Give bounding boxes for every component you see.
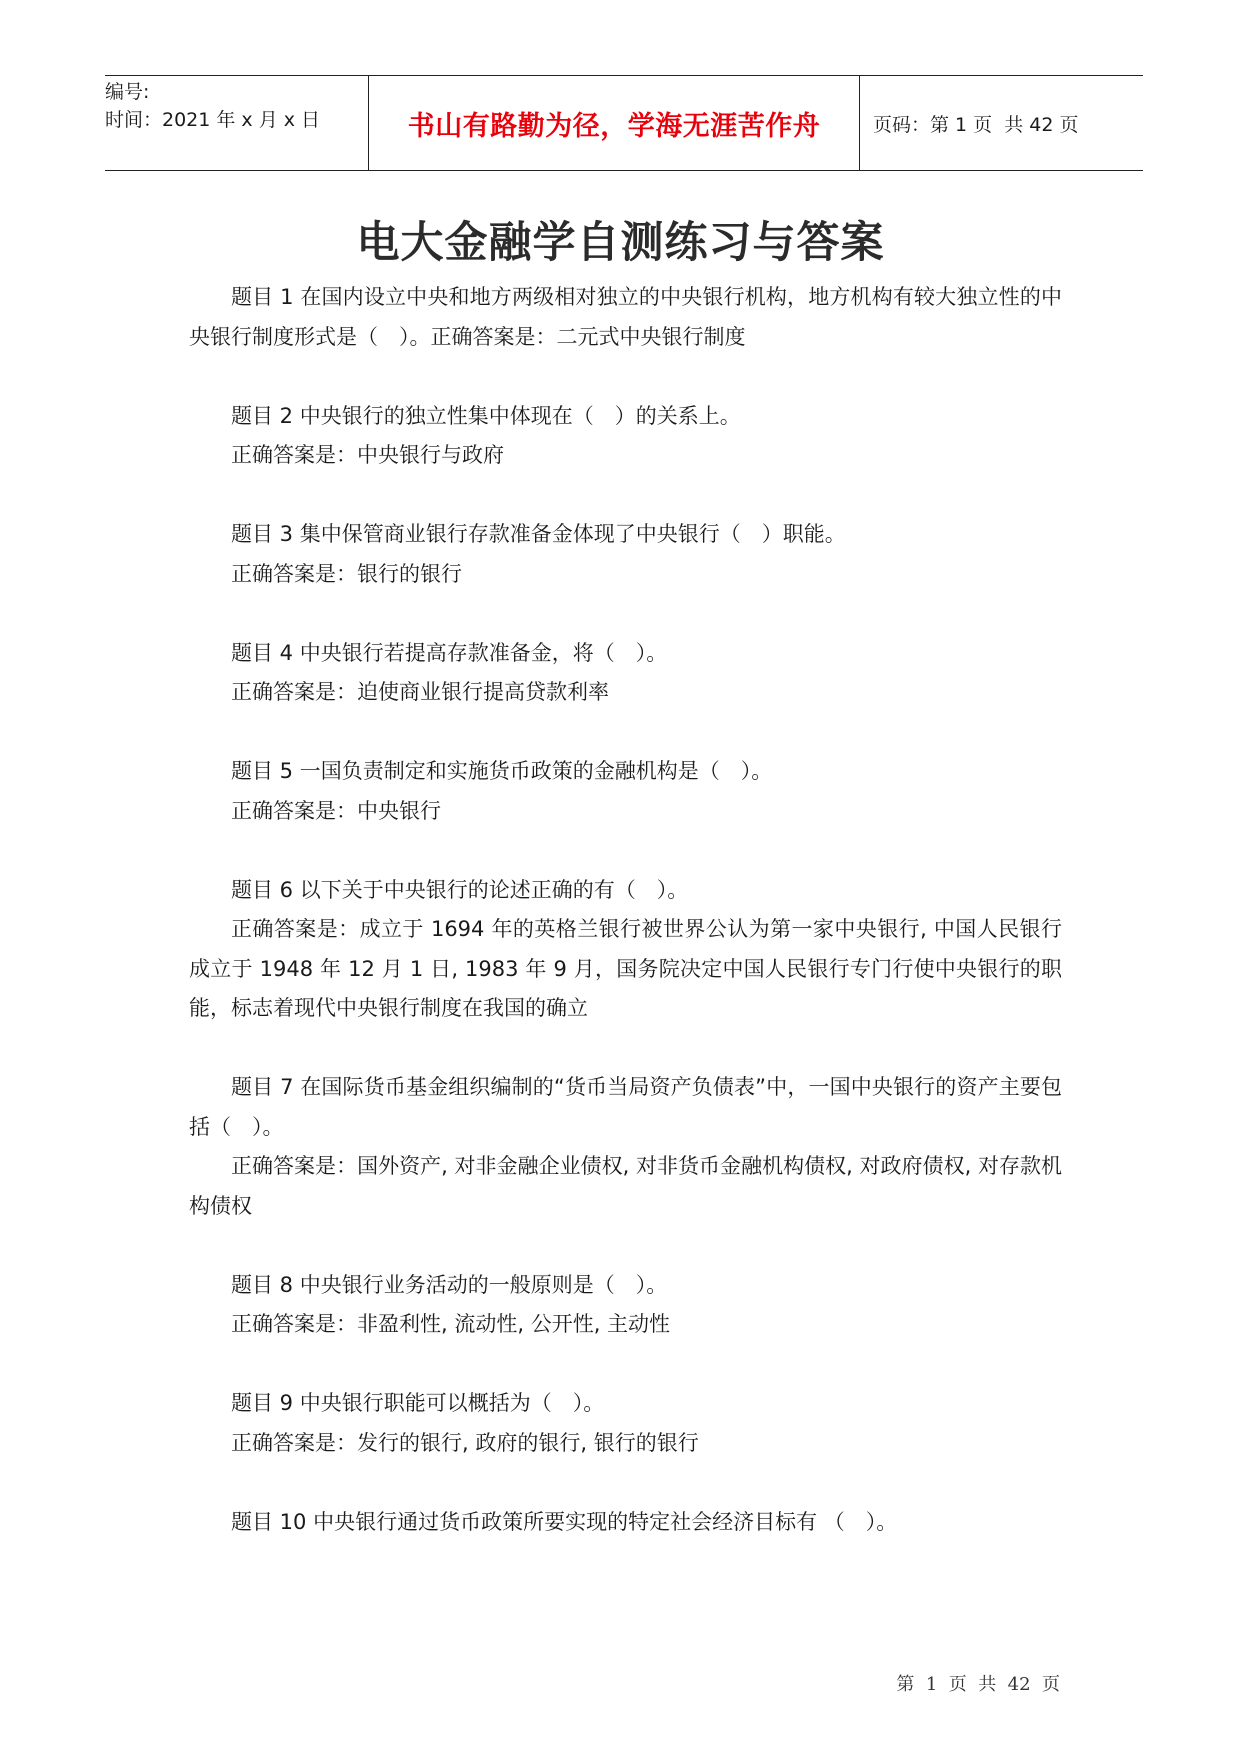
page-footer: 第 1 页 共 42 页 — [896, 1674, 1060, 1695]
time-label: 时间：2021 年 x 月 x 日 — [105, 109, 321, 131]
answer-text: 正确答案是：国外资产, 对非金融企业债权, 对非货币金融机构债权, 对政府债权, 对存款机构债权 — [189, 1154, 1062, 1218]
question-text: 题目 9 中央银行职能可以概括为（ ）。 — [231, 1391, 605, 1415]
question-item — [189, 752, 1062, 831]
header-page-cell — [860, 76, 1143, 170]
answer-text: 正确答案是：银行的银行 — [231, 561, 462, 586]
document-title: 电大金融学自测练习与答案 — [356, 218, 885, 268]
answer-text: 正确答案是：迫使商业银行提高贷款利率 — [231, 680, 609, 704]
header-motto-cell — [369, 76, 860, 170]
header-table — [105, 75, 1143, 171]
question-item — [189, 515, 1062, 594]
question-item — [189, 1384, 1062, 1463]
question-text: 题目 8 中央银行业务活动的一般原则是（ ）。 — [231, 1272, 668, 1297]
answer-text: 正确答案是：成立于 1694 年的英格兰银行被世界公认为第一家中央银行, 中国人民银行成立于 1948 年 12 月 1 日, 1983 年 9 月，国务院决定中国人民银行专门行使中央银行的职能，标志着现代中央银行制度在我国的确立 — [189, 917, 1062, 1020]
question-text: 题目 5 一国负责制定和实施货币政策的金融机构是（ ）。 — [231, 759, 773, 783]
header-meta-cell — [105, 76, 369, 170]
question-item — [189, 1068, 1062, 1226]
question-item — [189, 1503, 1062, 1543]
question-item — [189, 871, 1062, 1029]
serial-label: 编号: — [105, 81, 150, 103]
page-info: 页码：第 1 页 共 42 页 — [873, 113, 1079, 136]
answer-text: 正确答案是：发行的银行, 政府的银行, 银行的银行 — [231, 1430, 699, 1455]
question-item — [189, 397, 1062, 476]
question-text: 题目 6 以下关于中央银行的论述正确的有（ ）。 — [231, 877, 689, 902]
question-item — [189, 634, 1062, 713]
question-list — [189, 278, 1062, 1582]
question-text: 题目 10 中央银行通过货币政策所要实现的特定社会经济目标有 （ ）。 — [231, 1509, 898, 1534]
question-item — [189, 278, 1062, 357]
answer-text: 正确答案是：非盈利性, 流动性, 公开性, 主动性 — [231, 1312, 671, 1336]
motto: 书山有路勤为径，学海无涯苦作舟 — [407, 110, 821, 142]
question-item — [189, 1266, 1062, 1345]
question-text: 题目 1 在国内设立中央和地方两级相对独立的中央银行机构，地方机构有较大独立性的中央银行制度形式是（ ）。正确答案是：二元式中央银行制度 — [189, 285, 1062, 349]
answer-text: 正确答案是：中央银行与政府 — [231, 443, 504, 467]
question-text: 题目 4 中央银行若提高存款准备金，将（ ）。 — [231, 640, 668, 665]
question-text: 题目 7 在国际货币基金组织编制的“货币当局资产负债表”中，一国中央银行的资产主要包括（ ）。 — [189, 1075, 1062, 1139]
question-text: 题目 2 中央银行的独立性集中体现在（ ）的关系上。 — [231, 403, 741, 428]
question-text: 题目 3 集中保管商业银行存款准备金体现了中央银行（ ）职能。 — [231, 522, 846, 546]
answer-text: 正确答案是：中央银行 — [231, 798, 441, 823]
